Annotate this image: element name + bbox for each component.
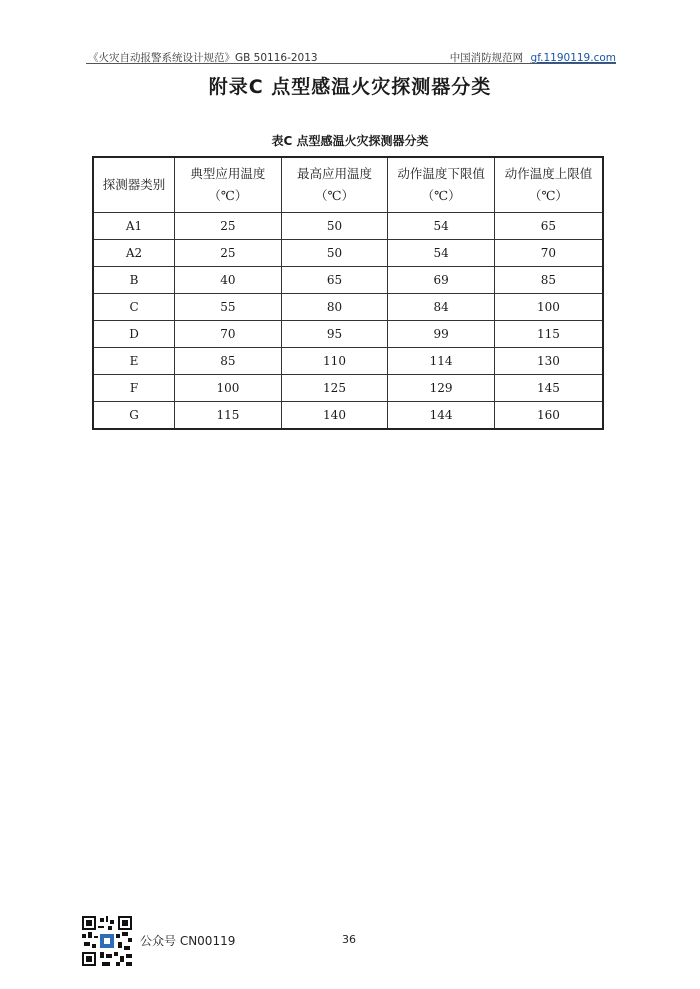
table-cell: 95 — [281, 321, 388, 348]
table-cell: 129 — [388, 375, 495, 402]
table-cell: 50 — [281, 240, 388, 267]
table-row — [93, 240, 603, 267]
table-cell: 55 — [175, 294, 282, 321]
table-cell: 145 — [494, 375, 603, 402]
table-cell: 69 — [388, 267, 495, 294]
table-cell: 110 — [281, 348, 388, 375]
table-row — [93, 267, 603, 294]
page-title: 附录C 点型感温火灾探测器分类 — [208, 76, 492, 98]
table-cell: 25 — [175, 213, 282, 240]
table-cell: 54 — [388, 213, 495, 240]
column-header-action-upper: 动作温度上限值 （℃） — [494, 157, 603, 213]
table-row — [93, 294, 603, 321]
site-name: 中国消防规范网 — [449, 52, 524, 64]
table-row — [93, 402, 603, 430]
header-divider — [86, 63, 616, 64]
table-cell: 115 — [175, 402, 282, 430]
table-row — [93, 213, 603, 240]
official-account-label: 公众号 CN00119 — [140, 934, 236, 948]
table-cell: 85 — [175, 348, 282, 375]
table-cell: 65 — [281, 267, 388, 294]
site-url-link[interactable]: gf.1190119.com — [530, 52, 616, 64]
column-header-max-temp: 最高应用温度 （℃） — [281, 157, 388, 213]
table-cell: E — [93, 348, 175, 375]
table-row — [93, 321, 603, 348]
qr-code-icon — [82, 916, 132, 966]
detector-classification-table — [92, 156, 604, 430]
table-cell: 65 — [494, 213, 603, 240]
column-header-typical-temp: 典型应用温度 （℃） — [175, 157, 282, 213]
table-cell: 125 — [281, 375, 388, 402]
table-cell: 130 — [494, 348, 603, 375]
table-cell: 25 — [175, 240, 282, 267]
column-header-action-lower: 动作温度下限值 （℃） — [388, 157, 495, 213]
table-cell: 114 — [388, 348, 495, 375]
table-cell: 85 — [494, 267, 603, 294]
document-name: 《火灾自动报警系统设计规范》GB 50116-2013 — [88, 52, 318, 64]
table-cell: 80 — [281, 294, 388, 321]
page-number: 36 — [342, 933, 356, 946]
table-cell: C — [93, 294, 175, 321]
table-cell: 160 — [494, 402, 603, 430]
table-row — [93, 348, 603, 375]
table-cell: 50 — [281, 213, 388, 240]
table-cell: F — [93, 375, 175, 402]
table-cell: B — [93, 267, 175, 294]
table-cell: 144 — [388, 402, 495, 430]
table-cell: 140 — [281, 402, 388, 430]
table-row — [93, 375, 603, 402]
table-cell: A1 — [93, 213, 175, 240]
table-cell: 100 — [494, 294, 603, 321]
table-cell: 84 — [388, 294, 495, 321]
table-cell: 54 — [388, 240, 495, 267]
table-caption: 表C 点型感温火灾探测器分类 — [271, 134, 429, 148]
table-cell: A2 — [93, 240, 175, 267]
table-cell: 115 — [494, 321, 603, 348]
table-cell: 40 — [175, 267, 282, 294]
table-cell: 100 — [175, 375, 282, 402]
table-cell: G — [93, 402, 175, 430]
table-cell: 99 — [388, 321, 495, 348]
table-cell: 70 — [175, 321, 282, 348]
table-cell: 70 — [494, 240, 603, 267]
table-header-row — [93, 157, 603, 213]
column-header-category: 探测器类别 — [93, 157, 175, 213]
table-cell: D — [93, 321, 175, 348]
